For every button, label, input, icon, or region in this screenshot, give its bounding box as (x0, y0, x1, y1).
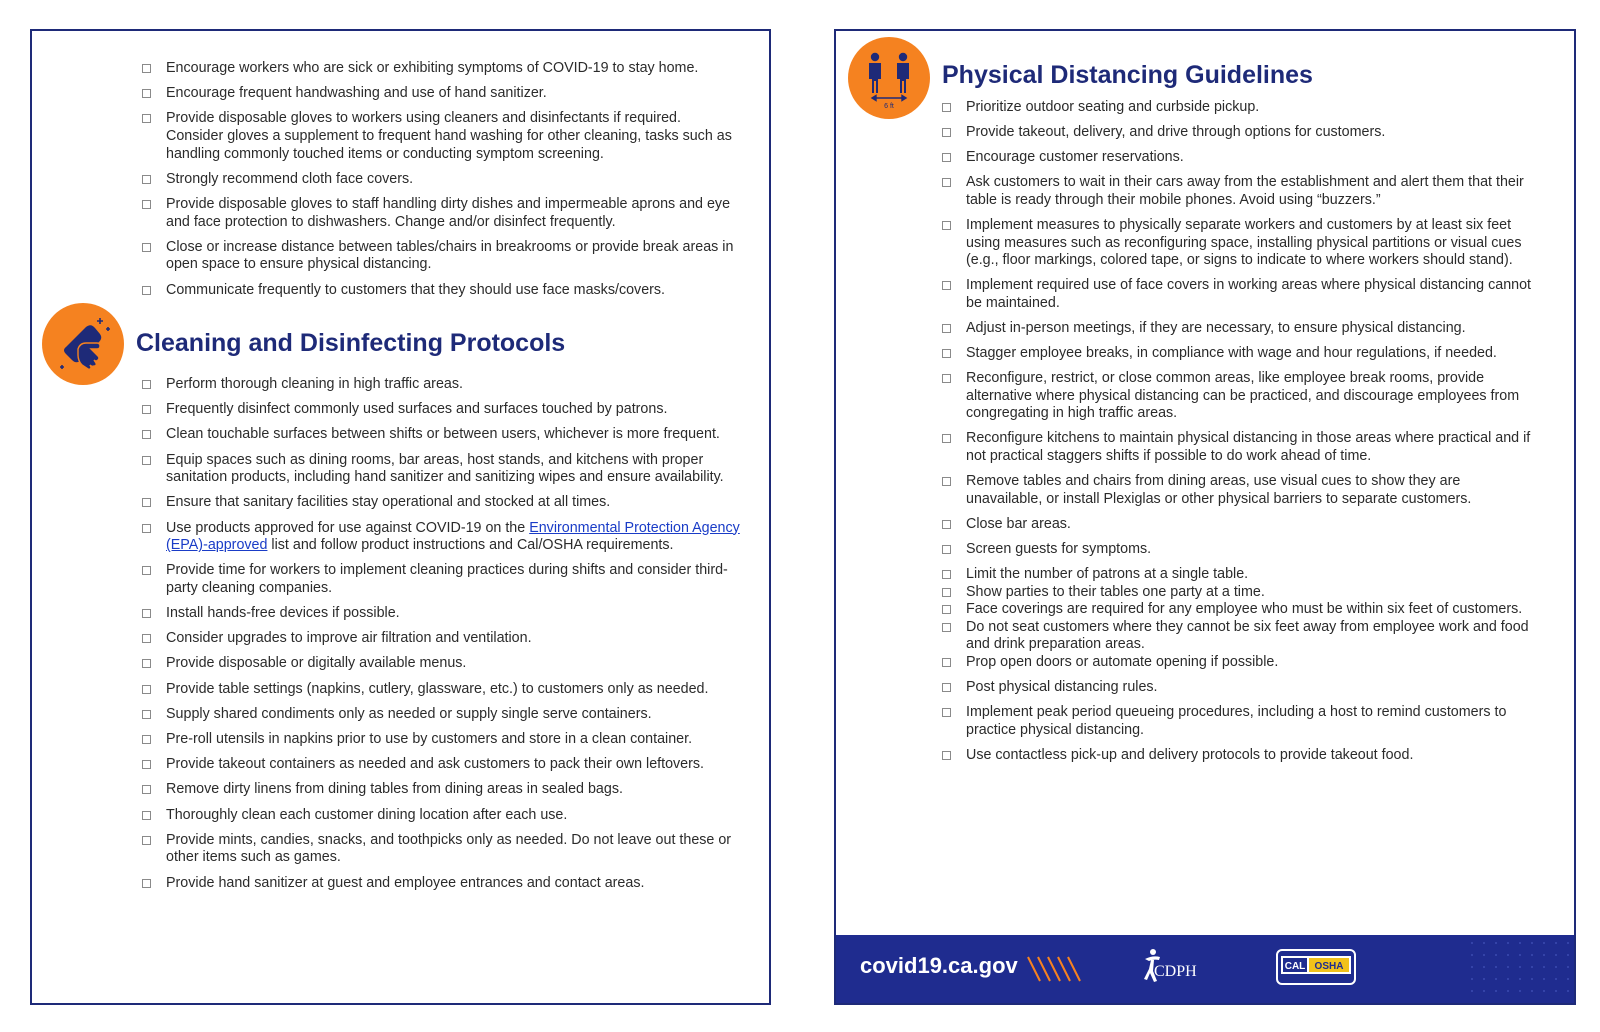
list-item: Encourage frequent handwashing and use of hand sanitizer. (142, 85, 742, 103)
checkbox-icon (142, 380, 151, 389)
stripes-decoration (1026, 955, 1090, 983)
footer-banner (836, 935, 1574, 1003)
checkbox-icon (942, 708, 951, 717)
list-item: Strongly recommend cloth face covers. (142, 171, 742, 189)
list-item: Provide mints, candies, snacks, and toothpicks only as needed. Do not leave out these or other items such as games. (142, 832, 742, 867)
checkbox-icon (142, 735, 151, 744)
checkbox-icon (142, 785, 151, 794)
list-item: Thoroughly clean each customer dining location after each use. (142, 807, 742, 825)
list-item: Ask customers to wait in their cars away from the establishment and alert them that their table is ready through their mobile phones. Avoid using “buzzers.” (942, 174, 1532, 209)
list-item: Provide disposable or digitally available menus. (142, 655, 742, 673)
list-item: Clean touchable surfaces between shifts or between users, whichever is more frequent. (142, 426, 742, 444)
checkbox-icon (142, 710, 151, 719)
checkbox-icon (942, 545, 951, 554)
list-item: Provide takeout, delivery, and drive through options for customers. (942, 124, 1532, 142)
list-item: Provide takeout containers as needed and ask customers to pack their own leftovers. (142, 756, 742, 774)
checkbox-icon (942, 324, 951, 333)
list-item: Implement measures to physically separate workers and customers by at least six feet using measures such as reconfiguring space, installing physical partitions or visual cues (e.g., floor markings, colored tape, or signs to indicate to where workers should stand). (942, 217, 1532, 270)
checkbox-icon (142, 659, 151, 668)
checkbox-icon (142, 243, 151, 252)
list-item: Limit the number of patrons at a single table. (942, 566, 1532, 584)
checkbox-icon (942, 221, 951, 230)
distance-label: 6 ft (884, 103, 894, 110)
list-item: Provide disposable gloves to staff handling dirty dishes and impermeable aprons and eye and face protection to dishwashers. Change and/or disinfect frequently. (142, 196, 742, 231)
section-title: Physical Distancing Guidelines (942, 61, 1313, 89)
checkbox-icon (142, 685, 151, 694)
list-item: Install hands-free devices if possible. (142, 605, 742, 623)
list-item-epa: Use products approved for use against COVID-19 on the Environmental Protection Agency (EPA)-approved list and follow product instructions and Cal/OSHA requirements. (142, 520, 742, 555)
list-item: Show parties to their tables one party at a time. (942, 584, 1532, 602)
checkbox-icon (142, 430, 151, 439)
list-item: Encourage workers who are sick or exhibiting symptoms of COVID-19 to stay home. (142, 60, 742, 78)
checkbox-icon (142, 200, 151, 209)
list-item: Provide hand sanitizer at guest and employee entrances and contact areas. (142, 875, 742, 893)
checkbox-icon (942, 281, 951, 290)
list-item: Prioritize outdoor seating and curbside pickup. (942, 99, 1532, 117)
checkbox-icon (142, 456, 151, 465)
list-item: Pre-roll utensils in napkins prior to use by customers and store in a clean container. (142, 731, 742, 749)
checkbox-icon (942, 374, 951, 383)
list-item: Close or increase distance between tables/chairs in breakrooms or provide break areas in open space to ensure physical distancing. (142, 239, 742, 274)
checkbox-icon (142, 286, 151, 295)
list-item: Implement required use of face covers in working areas where physical distancing cannot be maintained. (942, 277, 1532, 312)
checkbox-icon (942, 751, 951, 760)
left-page (30, 29, 771, 1005)
list-item: Consider upgrades to improve air filtration and ventilation. (142, 630, 742, 648)
checkbox-icon (142, 64, 151, 73)
checkbox-icon (942, 434, 951, 443)
checkbox-icon (942, 477, 951, 486)
checkbox-icon (942, 520, 951, 529)
list-item: Face coverings are required for any employee who must be within six feet of customers. (942, 601, 1532, 619)
two-people-distance-icon (848, 37, 930, 119)
checkbox-icon (942, 658, 951, 667)
checkbox-icon (942, 570, 951, 579)
calosha-logo-icon (1276, 949, 1356, 985)
checkbox-icon (142, 498, 151, 507)
checkbox-icon (942, 588, 951, 597)
checkbox-icon (142, 405, 151, 414)
checkbox-icon (942, 103, 951, 112)
cdph-logo: CDPH (1154, 963, 1197, 980)
checkbox-icon (142, 566, 151, 575)
right-page (834, 29, 1576, 1005)
hand-wiping-icon (42, 303, 124, 385)
epa-approved-link[interactable]: Environmental Protection Agency (EPA)-approved (166, 519, 740, 554)
checkbox-icon (142, 175, 151, 184)
checkbox-icon (942, 349, 951, 358)
list-item: Screen guests for symptoms. (942, 541, 1532, 559)
cleaning-checklist (142, 376, 742, 900)
list-item: Use contactless pick-up and delivery protocols to provide takeout food. (942, 747, 1532, 765)
checkbox-icon (142, 879, 151, 888)
list-item: Remove tables and chairs from dining areas, use visual cues to show they are unavailable, or install Plexiglas or other physical barriers to separate customers. (942, 473, 1532, 508)
list-item: Stagger employee breaks, in compliance with wage and hour regulations, if needed. (942, 345, 1532, 363)
checkbox-icon (942, 178, 951, 187)
list-item: Perform thorough cleaning in high traffic areas. (142, 376, 742, 394)
list-item: Provide table settings (napkins, cutlery, glassware, etc.) to customers only as needed. (142, 681, 742, 699)
checkbox-icon (942, 153, 951, 162)
list-item: Do not seat customers where they cannot be six feet away from employee work and food and drink preparation areas. (942, 619, 1532, 654)
list-item: Provide disposable gloves to workers using cleaners and disinfectants if required. Consider gloves a supplement to frequent hand washing for other cleaning, tasks such as handling commonly touched items or conducting symptom screening. (142, 110, 742, 163)
list-item: Frequently disinfect commonly used surfaces and surfaces touched by patrons. (142, 401, 742, 419)
calosha-osha-text: OSHA (1314, 961, 1344, 972)
list-item: Communicate frequently to customers that they should use face masks/covers. (142, 282, 742, 300)
checkbox-icon (942, 605, 951, 614)
list-item: Prop open doors or automate opening if possible. (942, 654, 1532, 672)
checkbox-icon (142, 634, 151, 643)
calosha-cal-text: CAL (1284, 961, 1306, 972)
checkbox-icon (142, 811, 151, 820)
list-item: Reconfigure kitchens to maintain physical distancing in those areas where practical and if not practical staggers shifts if possible to do work ahead of time. (942, 430, 1532, 465)
list-item: Implement peak period queueing procedures, including a host to remind customers to practice physical distancing. (942, 704, 1532, 739)
list-item: Adjust in-person meetings, if they are necessary, to ensure physical distancing. (942, 320, 1532, 338)
checkbox-icon (942, 128, 951, 137)
list-item: Ensure that sanitary facilities stay operational and stocked at all times. (142, 494, 742, 512)
checkbox-icon (142, 760, 151, 769)
list-item: Close bar areas. (942, 516, 1532, 534)
list-item: Supply shared condiments only as needed or supply single serve containers. (142, 706, 742, 724)
distancing-checklist (942, 99, 1532, 772)
list-item: Reconfigure, restrict, or close common areas, like employee break rooms, provide alternative where physical distancing can be practiced, and discourage employees from congregating in high traffic areas. (942, 370, 1532, 423)
checkbox-icon (142, 89, 151, 98)
checkbox-icon (142, 114, 151, 123)
checkbox-icon (942, 623, 951, 632)
checkbox-icon (142, 524, 151, 533)
checkbox-icon (142, 609, 151, 618)
dot-pattern-decoration (1464, 935, 1574, 1003)
checkbox-icon (942, 683, 951, 692)
list-item: Post physical distancing rules. (942, 679, 1532, 697)
covid19-site-link[interactable]: covid19.ca.gov (860, 953, 1018, 978)
workplace-checklist (142, 60, 742, 307)
checkbox-icon (142, 836, 151, 845)
list-item: Encourage customer reservations. (942, 149, 1532, 167)
list-item: Provide time for workers to implement cleaning practices during shifts and consider third-party cleaning companies. (142, 562, 742, 597)
list-item: Remove dirty linens from dining tables from dining areas in sealed bags. (142, 781, 742, 799)
section-title: Cleaning and Disinfecting Protocols (136, 329, 566, 357)
list-item: Equip spaces such as dining rooms, bar areas, host stands, and kitchens with proper sanitation products, including hand sanitizer and sanitizing wipes and ensure availability. (142, 452, 742, 487)
